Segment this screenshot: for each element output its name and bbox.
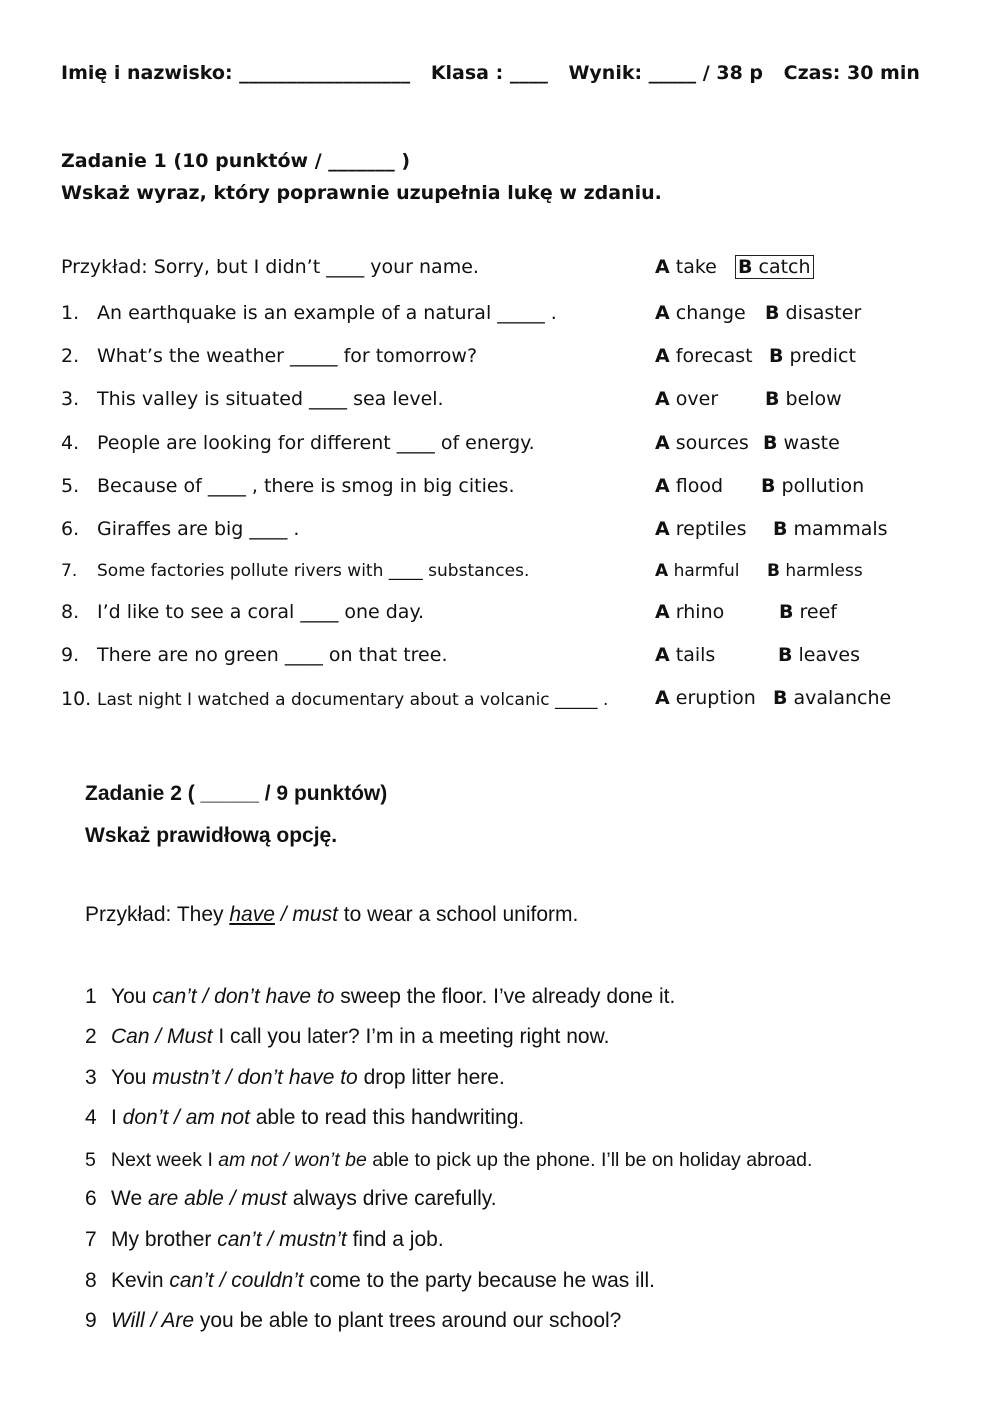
item-sentence: Last night I watched a documentary about a volcanic _____ .	[97, 690, 609, 710]
task1-item-options	[655, 432, 840, 454]
item-pre: My brother	[111, 1228, 218, 1251]
example-text: Przykład: Sorry, but I didn’t ____ your name.	[61, 256, 479, 278]
item-post: able to pick up the phone. I’ll be on holiday abroad.	[366, 1149, 813, 1171]
item-pre: We	[111, 1187, 148, 1210]
item-options[interactable]: are able / must	[147, 1187, 287, 1210]
option-b-letter: B	[765, 388, 780, 410]
item-sentence: I’d like to see a coral ____ one day.	[97, 601, 425, 623]
item-post: you be able to plant trees around our school?	[194, 1309, 622, 1332]
option-b-word[interactable]: avalanche	[793, 687, 892, 709]
item-number: 3.	[61, 388, 80, 410]
item-sentence: What’s the weather _____ for tomorrow?	[97, 345, 478, 367]
option-a-word[interactable]: eruption	[675, 687, 756, 709]
option-a-word[interactable]: flood	[675, 475, 724, 497]
item-number: 1	[85, 985, 97, 1008]
option-b-letter: B	[769, 345, 784, 367]
option-a-letter: A	[655, 475, 670, 497]
option-a-letter: A	[655, 561, 669, 581]
option-b-letter: B	[763, 432, 778, 454]
task1-item	[61, 561, 529, 581]
item-pre: You	[111, 985, 153, 1008]
item-options[interactable]: Will / Are	[111, 1309, 195, 1332]
task1-item-options	[655, 388, 842, 410]
task2-item	[85, 1228, 444, 1252]
item-number: 5.	[61, 475, 80, 497]
option-a-letter: A	[655, 256, 670, 278]
item-options[interactable]: can’t / don’t have to	[152, 985, 335, 1008]
option-b-word[interactable]: reef	[799, 601, 837, 623]
task1-example-sentence	[61, 256, 479, 278]
item-post: sweep the floor. I’ve already done it.	[334, 985, 676, 1008]
option-a-letter: A	[655, 345, 670, 367]
option-b-word[interactable]: pollution	[781, 475, 865, 497]
task1-item	[61, 432, 535, 454]
task1-item	[61, 644, 447, 666]
item-post: drop litter here.	[357, 1066, 505, 1089]
item-sentence: There are no green ____ on that tree.	[97, 644, 448, 666]
task1-item-options	[655, 644, 860, 666]
option-a-letter: A	[655, 388, 670, 410]
item-post: always drive carefully.	[286, 1187, 497, 1210]
option-a-word: take	[675, 256, 717, 278]
task1-instruction: Wskaż wyraz, który poprawnie uzupełnia lukę w zdaniu.	[61, 182, 662, 204]
option-a-word[interactable]: reptiles	[675, 518, 747, 540]
item-pre: I	[111, 1106, 123, 1129]
item-options[interactable]: mustn’t / don’t have to	[152, 1066, 358, 1089]
task1-item	[61, 388, 444, 410]
task2-item	[85, 1187, 497, 1211]
option-a-word[interactable]: forecast	[675, 345, 753, 367]
option-a-letter: A	[655, 601, 670, 623]
item-post: I call you later? I’m in a meeting right now.	[212, 1025, 610, 1048]
option-b-word[interactable]: waste	[783, 432, 840, 454]
task1-item	[61, 601, 424, 623]
option-a-letter: A	[655, 432, 670, 454]
task1-item	[61, 475, 515, 497]
name-field-label: Imię i nazwisko: __________________	[61, 62, 411, 84]
item-number: 3	[85, 1066, 97, 1089]
item-sentence: Giraffes are big ____ .	[97, 518, 300, 540]
task1-item	[61, 518, 299, 540]
item-post: able to read this handwriting.	[249, 1106, 525, 1129]
option-b-word[interactable]: disaster	[785, 302, 862, 324]
task1-item	[61, 688, 608, 710]
item-pre: You	[111, 1066, 153, 1089]
item-number: 4	[85, 1106, 97, 1129]
option-a-word[interactable]: harmful	[673, 561, 740, 581]
item-number: 8.	[61, 601, 80, 623]
task2-item	[85, 985, 675, 1009]
option-b-word[interactable]: below	[785, 388, 842, 410]
item-options[interactable]: don’t / am not	[122, 1106, 250, 1129]
option-a-letter: A	[655, 302, 670, 324]
item-number: 7.	[61, 561, 78, 581]
task2-item	[85, 1025, 609, 1049]
item-number: 6.	[61, 518, 80, 540]
task2-item	[85, 1309, 621, 1333]
example-post: to wear a school uniform.	[337, 903, 579, 926]
item-number: 10.	[61, 688, 92, 710]
item-sentence: Some factories pollute rivers with ____ substances.	[97, 561, 530, 581]
item-number: 2.	[61, 345, 80, 367]
option-a-word[interactable]: rhino	[675, 601, 725, 623]
option-b-letter: B	[773, 687, 788, 709]
item-number: 4.	[61, 432, 80, 454]
item-number: 2	[85, 1025, 97, 1048]
task2-example	[85, 903, 578, 927]
option-a-word[interactable]: sources	[675, 432, 749, 454]
task1-item-options	[655, 687, 891, 709]
task1-item-options	[655, 518, 888, 540]
item-options[interactable]: Can / Must	[111, 1025, 213, 1048]
option-b-letter: B	[737, 256, 753, 278]
option-a-word[interactable]: tails	[675, 644, 716, 666]
item-pre: Kevin	[111, 1269, 170, 1292]
task1-example-options	[655, 256, 814, 278]
item-sentence: This valley is situated ____ sea level.	[97, 388, 444, 410]
time-label: Czas: 30 min	[783, 62, 920, 84]
example-pre: Przykład: They	[85, 903, 230, 926]
example-correct-option: have	[229, 903, 275, 926]
item-number: 9	[85, 1309, 97, 1332]
task2-item	[85, 1106, 524, 1130]
item-sentence: People are looking for different ____ of energy.	[97, 432, 535, 454]
task2-item	[85, 1066, 505, 1090]
option-b-word[interactable]: leaves	[798, 644, 860, 666]
item-post: find a job.	[346, 1228, 444, 1251]
item-sentence: Because of ____ , there is smog in big cities.	[97, 475, 515, 497]
item-options[interactable]: can’t / mustn’t	[217, 1228, 347, 1251]
item-pre: Next week I	[111, 1149, 219, 1171]
option-b-word[interactable]: mammals	[793, 518, 888, 540]
option-b-letter: B	[773, 518, 788, 540]
item-post: come to the party because he was ill.	[303, 1269, 655, 1292]
item-number: 7	[85, 1228, 97, 1251]
option-b-letter: B	[779, 601, 794, 623]
option-b-letter: B	[767, 561, 780, 581]
option-b-letter: B	[765, 302, 780, 324]
task1-item-options	[655, 561, 863, 581]
option-b-letter: B	[778, 644, 793, 666]
item-number: 6	[85, 1187, 97, 1210]
task1-item-options	[655, 302, 861, 324]
score-field-label: Wynik: _____ / 38 p	[568, 62, 764, 84]
option-b-word: catch	[758, 256, 811, 278]
option-a-letter: A	[655, 644, 670, 666]
option-b-word[interactable]: harmless	[785, 561, 863, 581]
task2-title: Zadanie 2 ( _____ / 9 punktów)	[85, 782, 388, 805]
item-number: 5	[85, 1149, 96, 1171]
example-correct-answer	[735, 255, 814, 279]
option-b-letter: B	[761, 475, 776, 497]
item-options[interactable]: am not / won’t be	[218, 1149, 367, 1171]
example-other-option: must	[292, 903, 338, 926]
task1-item	[61, 345, 477, 367]
task2-item	[85, 1269, 655, 1293]
item-number: 9.	[61, 644, 80, 666]
task1-item	[61, 302, 557, 324]
task2-item	[85, 1149, 812, 1172]
option-a-letter: A	[655, 518, 670, 540]
item-number: 1.	[61, 302, 80, 324]
task1-item-options	[655, 345, 856, 367]
task1-item-options	[655, 475, 864, 497]
item-number: 8	[85, 1269, 97, 1292]
option-a-word[interactable]: change	[675, 302, 746, 324]
header	[61, 62, 934, 84]
option-a-letter: A	[655, 687, 670, 709]
item-options[interactable]: can’t / couldn’t	[169, 1269, 304, 1292]
example-separator: /	[274, 903, 293, 926]
option-b-word[interactable]: predict	[789, 345, 856, 367]
task1-title: Zadanie 1 (10 punktów / _______ )	[61, 150, 411, 172]
task1-item-options	[655, 601, 837, 623]
item-sentence: An earthquake is an example of a natural _____ .	[97, 302, 557, 324]
class-field-label: Klasa : ____	[430, 62, 548, 84]
option-a-word[interactable]: over	[675, 388, 719, 410]
task2-instruction: Wskaż prawidłową opcję.	[85, 824, 338, 847]
